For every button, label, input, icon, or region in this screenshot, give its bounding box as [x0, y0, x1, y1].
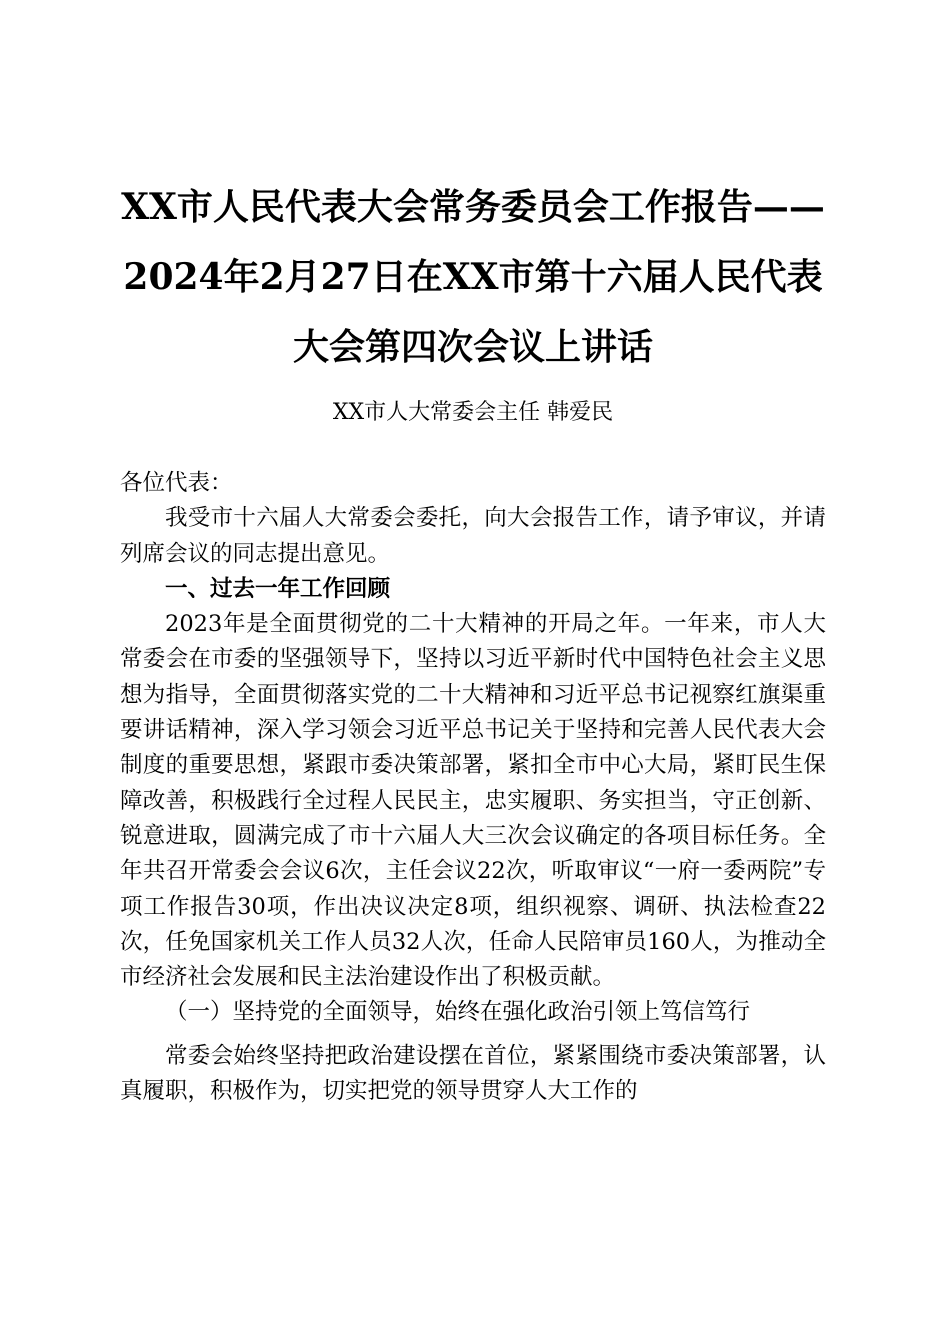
document-page: [120, 0, 826, 1344]
greeting: 各位代表：: [120, 470, 233, 496]
title-line-1: XX市人民代表大会常务委员会工作报告——: [121, 186, 825, 228]
subsection-paragraph-1: 常委会始终坚持把政治建设摆在首位，紧紧围绕市委决策部署，认真履职，积极作为，切实把党的领导贯穿人大工作的: [120, 1042, 826, 1105]
subsection-heading-1: （一）坚持党的全面领导，始终在强化政治引领上笃信笃行: [165, 999, 751, 1026]
author-line: XX市人大常委会主任 韩爱民: [332, 400, 614, 425]
intro-paragraph: 我受市十六届人大常委会委托，向大会报告工作，请予审议，并请列席会议的同志提出意见。: [120, 505, 826, 567]
title-line-3: 大会第四次会议上讲话: [292, 326, 653, 368]
section-paragraph-1: 2023年是全面贯彻党的二十大精神的开局之年。一年来，市人大常委会在市委的坚强领导下，坚持以习近平新时代中国特色社会主义思想为指导，全面贯彻落实党的二十大精神和习近平总书记视察红旗渠重要讲话精神，深入学习领会习近平总书记关于坚持和完善人民代表大会制度的重要思想，紧跟市委决策部署，紧扣全市中心大局，紧盯民生保障改善，积极践行全过程人民民主，忠实履职、务实担当，守正创新、锐意进取，圆满完成了市十六届人大三次会议确定的各项目标任务。全年共召开常委会会议6次，主任会议22次，听取审议“一府一委两院”专项工作报告30项，作出决议决定8项，组织视察、调研、执法检查22次，任免国家机关工作人员32人次，任命人民陪审员160人，为推动全市经济社会发展和民主法治建设作出了积极贡献。: [120, 611, 826, 991]
document-title: [110, 172, 836, 382]
document-body: [120, 466, 826, 1109]
section-heading-1: 一、过去一年工作回顾: [165, 575, 391, 602]
title-line-2: 2024年2月27日在XX市第十六届人民代表: [123, 256, 823, 298]
